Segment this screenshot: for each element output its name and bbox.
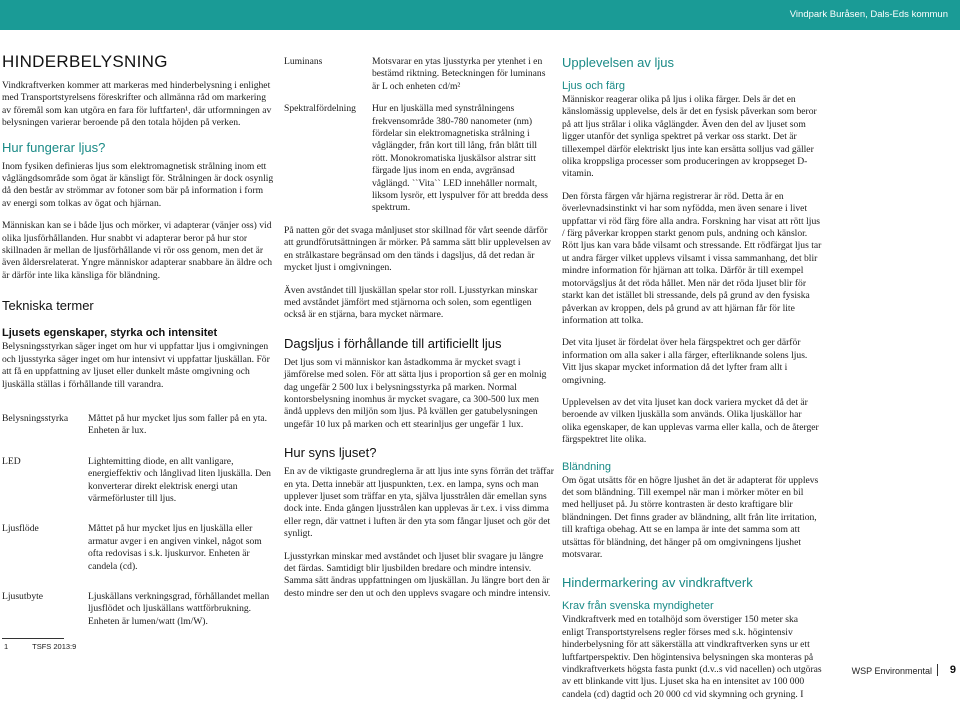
hur-paragraph-1: Inom fysiken definieras ljus som elektromagnetisk strålning inom ett våglängdsområde som ögat är känsligt för. Strålningen är dock osynlig då den består av strömmar av fotoner som bär på information i form av energi som tolkas av ögat och hjärnan. bbox=[2, 160, 274, 209]
dagsljus-heading: Dagsljus i förhållande till artificiellt ljus bbox=[284, 335, 502, 351]
term-name: Belysningsstyrka bbox=[2, 412, 69, 424]
tekniska-termer-heading: Tekniska termer bbox=[2, 298, 94, 314]
term-definition: Hur en ljuskälla med synstrålningens frekvensområde 380-780 nanometer (nm) fördelar sin elektromagnetiska strålning i våglängder, från kort till lång, från blått till rött. Monokromatiska ljuskälsor alstrar sitt färgade ljus inom en enda, avgränsad våglängd. ``Vita`` LED innehåller normalt, liksom lysrör, ett lyspulver för att bredda dess spektrum. bbox=[372, 103, 548, 214]
term-name: Ljusutbyte bbox=[2, 590, 44, 602]
term-row bbox=[2, 591, 274, 628]
column-2 bbox=[284, 56, 554, 610]
page-number: 9 bbox=[949, 664, 956, 676]
term-row bbox=[284, 56, 554, 93]
term-row bbox=[284, 103, 554, 215]
blandning-paragraph: Om ögat utsätts för en högre ljushet än det är adapterat för upplevs det som bländning. Till exempel när man i mörker möter en bil med helljuset på. Ju större kontrasten är desto kraftigare blir bländningen. Det finns grader av bländning, allt från lite irritation, till kraftiga obehag. Att se en lampa är inte det samma som att utsättas för bländning, det hänger på om omgivningens ljushet motsvarar. bbox=[562, 474, 819, 560]
dagsljus-paragraph: Det ljus som vi människor kan åstadkomma är mycket svagt i jämförelse med solen. För att sätta ljus i proportion så ger en molnig dag ungefär 2 500 lux i belysningsstyrka på marken. Normal kontorsbelysning inomhus är mycket svagare, ca 300-500 lux men ändå upplevs den miljön som ljus. På kvällen ger gatubelysningen ungefär 10 lux på marken och ett stearinljus ger ungefär 1 lux. bbox=[284, 356, 547, 430]
term-name: Spektralfördelning bbox=[284, 103, 356, 115]
term-row bbox=[2, 413, 274, 438]
farg-paragraph-1: Människor reagerar olika på ljus i olika färger. Dels är det en känslomässig upplevelse, dels är det en fysisk påverkan som beror på att ljus strålar i olika våglängder. Även den del av ljuset som ligger utanför det synliga spektret på verkar oss starkt. Det är tillexempel därför elektriskt ljus inte kan ersätta solljus vad gäller olika kroppsliga processer som produceringen av kroppseget D-vitamin. bbox=[562, 94, 817, 180]
natten-paragraph: På natten gör det svaga månljuset stor skillnad för vårt seende därför att grundförutsättningen är mörker. På samma sätt blir upplevelsen av en strålkastare begränsad om den tänds i dagsljus, då det redan är mycket ljust i omgivningen. bbox=[284, 224, 551, 274]
upplevelsen-heading: Upplevelsen av ljus bbox=[562, 55, 675, 70]
term-name: LED bbox=[2, 455, 21, 467]
syns-paragraph-1: En av de viktigaste grundreglerna är att ljus inte syns förrän det träffar en yta. Detta innebär att ljuspunkten, t.ex. en lampa, syns och man upplever ljuset som träffar en yta, själva ljusstrålen där emellan syns dock inte. Enda gången ljusstrålen kan upplevas är t.ex. i viss dimma eller regn, där vattnet i luften är den yta som fångar ljuset och gör det synligt. bbox=[284, 466, 554, 540]
farg-paragraph-4: Upplevelsen av det vita ljuset kan dock variera mycket då det är beroende av vilken ljuskälla som används. Olika ljuskällor har olika egenskaper, de kan upplevas varma eller kalla, och de återger färgspektret lite olika. bbox=[562, 396, 819, 446]
term-row bbox=[2, 523, 274, 573]
term-name: Ljusflöde bbox=[2, 523, 39, 535]
syns-paragraph-2: Ljusstyrkan minskar med avståndet och ljuset blir svagare ju längre det färdas. Samtidigt blir ljusbilden bredare och mindre intensiv. Samma sätt ändras uppfattningen om ljuskällan. Ju längre bort den är desto mindre ser den ut och den upplevs svagare och mindre intensiv. bbox=[284, 550, 551, 599]
krav-heading: Krav från svenska myndigheter bbox=[562, 600, 714, 613]
footnote-number: 1 bbox=[4, 642, 9, 651]
top-banner bbox=[0, 0, 960, 30]
farg-paragraph-2: Den första färgen vår hjärna registrerar är röd. Detta är en överlevnadsinstinkt vi har som nyfödda, men även senare i livet uppfattar vi röd färg före alla andra. Forskning har visat att rött ljus / färg påverkar kroppen starkt genom puls, andning och känslor. Rött ljus kan vara både vilsamt och stressande. Ett rödfärgat ljus tar ut andra färger vilket upplevs vilsamt i vissa sammanhang, det blir mindre information för hjärnan att tolka. Därför är till exempel motorvägsljus åt det röda hållet. Men när det röda ljuset blir för starkt kan det istället bli stressande, dels på grund av den fysiska påverkan av kroppen, dels på grund av att hjärnan får för lite information att tolka. bbox=[562, 190, 822, 326]
column-3 bbox=[562, 55, 822, 711]
ljusets-paragraph: Belysningsstyrkan säger inget om hur vi uppfattar ljus i omgivningen och ljusstyrka säger inget om hur intensivt vi uppfattar ljuskällan. För att få en uppfattning av ljuset eller dunkelt måste omgivning och ljuskälla ställas i förhållande till varandra. bbox=[2, 341, 270, 390]
footnote-divider bbox=[2, 638, 64, 639]
document-title: Vindpark Buråsen, Dals-Eds kommun bbox=[789, 9, 948, 20]
farg-paragraph-3: Det vita ljuset är fördelat över hela färgspektret och ger därför information om alla saker i alla färger, efterliknande solens ljus. Vitt ljus skapar mycket information då det lyfter fram allt i omgivning. bbox=[562, 337, 808, 386]
intro-paragraph: Vindkraftverken kommer att markeras med hinderbelysning i enlighet med Transportstyrelsens föreskrifter och allmänna råd om markering av föremål som kan utgöra en fara för luftfarten¹, där utformningen av belysningen varierar beroende på den totala höjden på verken. bbox=[2, 80, 272, 129]
blandning-heading: Bländning bbox=[562, 460, 611, 473]
ljus-och-farg-heading: Ljus och färg bbox=[562, 80, 625, 92]
hur-syns-heading: Hur syns ljuset? bbox=[284, 445, 377, 461]
column-1 bbox=[2, 52, 274, 638]
main-heading: HINDERBELYSNING bbox=[2, 52, 168, 71]
krav-paragraph: Vindkraftverk med en totalhöjd som överstiger 150 meter ska enligt Transportstyrelsens regler förses med s.k. högintensiv hinderbelysning för att säkerställa att vindkraftverken syns ur ett luftfartperspektiv. Den högintensiva belysningen ska monteras på vindkraftverkets högsta fasta punkt (d.v..s vid nacellen) och utgöras av ett blinkande vitt ljus. Ljuset ska ha en intensitet av 100 000 candela (cd) dagtid och 20 000 cd vid skymning och gryning. I bbox=[562, 614, 822, 700]
term-name: Luminans bbox=[284, 56, 323, 67]
term-definition: Ljuskällans verkningsgrad, förhållandet mellan ljusflödet och ljuskällans wattförbrukning. Enheten är lumen/watt (lm/W). bbox=[88, 590, 270, 627]
hindermarkering-heading: Hindermarkering av vindkraftverk bbox=[562, 575, 753, 591]
term-definition: Lightemitting diode, en allt vanligare, energieffektiv och långlivad liten ljuskälla. Den konverterar direkt elektrisk energi utan värmeförluster till ljus. bbox=[88, 455, 271, 504]
footnote bbox=[4, 642, 76, 651]
ljusets-egenskaper-heading: Ljusets egenskaper, styrka och intensitet bbox=[2, 327, 218, 340]
term-row bbox=[2, 456, 274, 506]
term-definition: Motsvarar en ytas ljusstyrka per ytenhet i en bestämd riktning. Beteckningen för luminans är L och enheten cd/m² bbox=[372, 56, 546, 92]
hur-paragraph-2: Människan kan se i både ljus och mörker, vi adapterar (vänjer oss) vid olika ljusförhållanden. Hur snabbt vi adapterar beror på hur stor skillnaden är mellan de ljusförhållande vi rör oss genom, men det är även åldersrelaterat. Yngre människor adapterar snabbare än äldre och är därför inte lika känsliga för bländning. bbox=[2, 220, 272, 281]
footer-divider bbox=[937, 664, 938, 676]
footnote-text: TSFS 2013:9 bbox=[32, 642, 77, 651]
term-definition: Måttet på hur mycket ljus som faller på en yta. Enheten är lux. bbox=[88, 412, 268, 437]
hur-fungerar-heading: Hur fungerar ljus? bbox=[2, 139, 106, 155]
footer-company: WSP Environmental bbox=[851, 666, 932, 676]
term-definition: Måttet på hur mycket ljus en ljuskälla eller armatur avger i en angiven vinkel, något som ofta redovisas i s.k. ljuskurvor. Enheten är candela (cd). bbox=[88, 523, 262, 572]
avstand-paragraph: Även avståndet till ljuskällan spelar stor roll. Ljusstyrkan minskar med avståndet jämfört med stjärnorna och solen, som egentligen också är en stjärna, bara mycket närmare. bbox=[284, 284, 538, 321]
